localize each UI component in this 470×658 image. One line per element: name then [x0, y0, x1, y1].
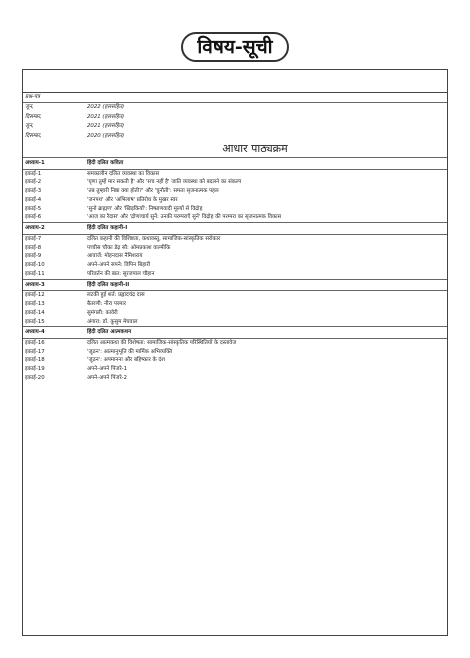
- list-item: [23, 252, 447, 261]
- item-label: इकाई-19: [25, 366, 45, 373]
- item-title: 'आज का रैदास' और 'द्रोणाचार्य सुनें: उनकी परम्पराएँ सुनें' विद्रोह की परम्परा का सृजनात्मक विकास: [87, 214, 282, 221]
- exam-month: जून,: [25, 123, 34, 130]
- item-label: इकाई-6: [25, 214, 42, 221]
- item-title: 'जनपथ' और 'अभिलाष' प्रतिरोध के मुखर स्वर: [87, 196, 178, 203]
- list-item: [23, 365, 447, 374]
- list-item: [23, 178, 447, 187]
- exam-paper-list: [23, 103, 447, 141]
- unit-items: [23, 339, 447, 383]
- item-label: इकाई-11: [25, 270, 45, 277]
- item-label: इकाई-5: [25, 205, 42, 212]
- item-title: अंगारा: डॉ. कुसुम मेघवाल: [87, 318, 138, 325]
- item-label: इकाई-20: [25, 374, 45, 381]
- item-label: इकाई-2: [25, 179, 42, 186]
- item-label: इकाई-13: [25, 301, 45, 308]
- list-item: [23, 196, 447, 205]
- item-title: समकालीन दलित व्यवस्था का विकास: [87, 170, 160, 177]
- item-label: इकाई-8: [25, 244, 42, 251]
- exam-year: 2022 (हलसहित): [87, 104, 125, 111]
- list-item: [23, 300, 447, 309]
- exam-month: दिसम्बर,: [25, 113, 42, 120]
- item-title: बैतरणी: नीरा परमार: [87, 301, 126, 308]
- list-item: [23, 213, 447, 222]
- unit-header: [23, 279, 447, 292]
- item-label: इकाई-4: [25, 196, 42, 203]
- item-title: सुमंगली: कावेरी: [87, 309, 118, 316]
- exam-papers-header: [23, 93, 447, 103]
- item-label: इकाई-9: [25, 253, 42, 260]
- exam-paper-row: [23, 122, 447, 131]
- list-item: [23, 348, 447, 357]
- item-label: इकाई-3: [25, 188, 42, 195]
- unit-header: [23, 222, 447, 235]
- item-title: 'तब तुम्हारी निष्ठा क्या होती?' और 'चुनौती': समता सृजनात्मक पहल: [87, 188, 219, 195]
- unit-label: अध्याय-4: [25, 329, 45, 336]
- list-item: [23, 309, 447, 318]
- item-label: इकाई-7: [25, 235, 42, 242]
- item-title: 'जूठन': अपमानना और बहिष्कार के दंश: [87, 357, 165, 364]
- list-item: [23, 339, 447, 348]
- list-item: [23, 205, 447, 214]
- item-title: 'घृणा तुम्हें मार सकती है' और 'सच नहीं है' जाति व्यवस्था को बदलने का संकल्प: [87, 179, 242, 186]
- item-title: 'सुनो ब्राह्मण' और 'खिड़कियाँ': निष्प्राणवादी मूल्यों से विद्रोह: [87, 205, 203, 212]
- item-label: इकाई-16: [25, 339, 45, 346]
- unit-header: [23, 326, 447, 339]
- list-item: [23, 318, 447, 327]
- item-title: अपने-अपने पिंजरे-2: [87, 374, 128, 381]
- list-item: [23, 374, 447, 383]
- page-title: विषय-सूची: [181, 32, 288, 62]
- unit-items: [23, 235, 447, 279]
- item-title: लटकी हुई शर्त: प्रह्लादचंद्र दास: [87, 292, 145, 299]
- item-label: इकाई-12: [25, 292, 45, 299]
- syllabus-heading: आधार पाठ्यक्रम: [222, 141, 288, 155]
- unit-title: हिंदी दलित आत्मकथन: [87, 329, 132, 336]
- list-item: [23, 235, 447, 244]
- unit-label: अध्याय-2: [25, 225, 45, 232]
- exam-year: 2021 (हलसहित): [87, 113, 125, 120]
- item-label: इकाई-15: [25, 318, 45, 325]
- item-label: इकाई-18: [25, 357, 45, 364]
- item-title: अपने-अपने पिंजरे-1: [87, 366, 128, 373]
- item-title: आवाजें: मोहनदास नैमिशराय: [87, 253, 143, 260]
- unit-label: अध्याय-3: [25, 281, 45, 288]
- item-title: दलित कहानी की विशिष्टता, कथावस्तु, सामाजिक-सांस्कृतिक सरोकार: [87, 235, 221, 242]
- unit-title: हिंदी दलित कहानी-II: [87, 281, 130, 288]
- exam-paper-row: [23, 132, 447, 141]
- exam-year: 2020 (हलसहित): [87, 132, 125, 139]
- item-label: इकाई-17: [25, 348, 45, 355]
- list-item: [23, 270, 447, 279]
- item-title: अपने-अपने सपने: विपिन बिहारी: [87, 262, 151, 269]
- exam-year: 2021 (हलसहित): [87, 123, 125, 130]
- item-title: पच्चीस चौका डेढ़ सौ: ओमप्रकाश वाल्मीकि: [87, 244, 171, 251]
- exam-month: दिसम्बर,: [25, 132, 42, 139]
- title-box: [0, 32, 470, 62]
- item-label: इकाई-10: [25, 262, 45, 269]
- exam-papers-label: प्रश्न-पत्र: [25, 94, 40, 100]
- list-item: [23, 291, 447, 300]
- item-label: इकाई-1: [25, 170, 42, 177]
- item-label: इकाई-14: [25, 309, 45, 316]
- item-title: 'जूठन': आत्मानुभूति की मार्मिक अभिव्यक्ति: [87, 348, 173, 355]
- list-item: [23, 187, 447, 196]
- unit-label: अध्याय-1: [25, 159, 45, 166]
- unit-header: [23, 157, 447, 170]
- unit-items: [23, 170, 447, 223]
- contents-table: [22, 69, 448, 636]
- exam-paper-row: [23, 103, 447, 112]
- exam-paper-row: [23, 113, 447, 122]
- item-title: दलित आत्मकथा की विशेषता: सामाजिक-सांस्कृतिक परिस्थितियों के दस्तावेज: [87, 339, 237, 346]
- blank-header-row: [23, 70, 447, 93]
- list-item: [23, 356, 447, 365]
- exam-month: जून,: [25, 104, 34, 111]
- list-item: [23, 170, 447, 179]
- list-item: [23, 261, 447, 270]
- item-title: परिवर्तन की बात: सूरजपाल चौहान: [87, 270, 155, 277]
- unit-items: [23, 291, 447, 326]
- unit-title: हिंदी दलित कविता: [87, 159, 124, 166]
- unit-title: हिंदी दलित कहानी-I: [87, 225, 128, 232]
- list-item: [23, 244, 447, 253]
